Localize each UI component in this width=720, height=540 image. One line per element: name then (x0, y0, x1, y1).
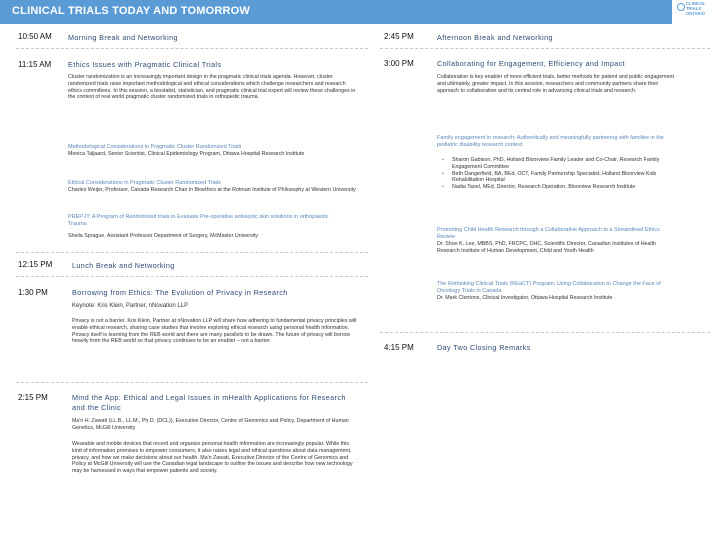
talk-speaker: Monica Taljaard, Senior Scientist, Clinical Epidemiology Program, Ottawa Hospital Research Institute (68, 151, 305, 157)
session-title: Morning Break and Networking (68, 33, 178, 42)
speaker-list (437, 157, 686, 191)
list-item: • Beth Dangerfield, BA, BEd, OCT, Family Partnership Specialist, Holland Bloorview Kids Rehabilitation Hospital (446, 171, 686, 185)
keynote: Keynote: Kris Klein, Partner, nNovation LLP (72, 303, 189, 309)
divider (16, 382, 368, 383)
talk-title: Methodological Considerations in Pragmatic Cluster Randomized Trials (68, 144, 242, 150)
talk-speaker: Sheila Sprague, Assistant Professor Department of Surgery, McMaster University (68, 233, 259, 239)
session-description: Wearable and mobile devices that record and organize personal health information are increasingly popular. While this kind of information promises to empower consumers, it also raises legal and ethical questions about data management, privacy, and how we make decisions about our health. Ma'n Zawati, Executive Director of the Centre of Genomics and Policy at McGill University will use the Canadian legal landscape to outline the issues and describe how new technology may be harnessed in ways that empower patients and society. (72, 441, 353, 475)
session-description: Cluster randomization is an increasingly important design in the pragmatic clinical trials agenda. However, cluster randomized trials raise important methodological and ethical considerations which challenge researchers and research ethics committees. In this session, a biostatist, statistician, and pragmatic clinical trial expert will review these challenges in the context of real world pragmatic cluster randomized trials in orthopedic trauma. (68, 74, 356, 101)
session-time: 11:15 AM (18, 60, 52, 69)
divider (16, 252, 368, 253)
session-time: 3:00 PM (384, 59, 414, 68)
page-title: CLINICAL TRIALS TODAY AND TOMORROW (12, 5, 251, 17)
talk-speaker: Dr. Mark Clemons, Clinical Investigator, Ottawa Hospital Research Institute (437, 295, 613, 301)
speaker: Ma'n H. Zawati (LL.B., LL.M., Ph.D. (DCL)), Executive Director, Centre of Genomics and Policy, Department of Human Genetics, McGill University (72, 418, 349, 431)
divider (16, 48, 368, 49)
talk-speaker: Charles Weijer, Professor, Canada Research Chair in Bioethics at the Rotman Institute of Philosophy at Western University (68, 187, 356, 193)
session-time: 2:45 PM (384, 32, 414, 41)
list-item: • Sharon Gabison, PhD, Holland Bloorview Family Leader and Co-Chair, Research Family Engagement Committee (446, 157, 686, 171)
list-item: • Nadia Tanel, MEd, Director, Research Operation, Bloorview Research Institute (446, 184, 686, 191)
session-description: Privacy is not a barrier. Kris Klein, Partner at nNovation LLP will share how adhering to fundamental privacy principles will enable ethical research, sharing case studies that involve exploring ethical research using personal health information. Privacy itself is learning from the REB world and there are many parallels to be drawn. The future of privacy will borrow heavily from the REB world so that privacy continues to be an enabler – not a barrier. (72, 318, 357, 345)
divider (16, 276, 368, 277)
session-description: Collaboration is key enabler of more efficient trials, better methods for patient and public engagement and ultimately, greater impact. In this session, researchers and community partners share their approach to collaboration and its central role in advancing clinical trials and research. (437, 74, 674, 94)
session-title: Day Two Closing Remarks (437, 343, 531, 352)
session-title: Borrowing from Ethics: The Evolution of Privacy in Research (72, 288, 288, 297)
session-time: 12:15 PM (18, 260, 53, 269)
divider (380, 332, 710, 333)
session-title: Mind the App: Ethical and Legal Issues in mHealth Applications for Research and the Clinic (72, 393, 346, 412)
session-time: 10:50 AM (18, 32, 52, 41)
session-title: Collaborating for Engagement, Efficiency and Impact (437, 59, 626, 68)
talk-title: Ethical Considerations in Pragmatic Cluster Randomized Trials (68, 180, 221, 186)
talk-title: PREP-IT: A Program of Randomized trials to Evaluate Pre-operative antiseptic skin solutions in orthopaedic Trauma (68, 214, 329, 227)
talk-title: Family engagement in research: Authentically and meaningfully partnering with families in the pediatric disability research context (437, 135, 664, 148)
talk-title: The Rethinking Clinical Trials (REaCT) Program: Using Collaboration to Change the Face of Oncology Trials in Canada (437, 281, 661, 294)
logo-text: CLINICAL TRIALS ONTARIO (686, 1, 706, 16)
session-time: 1:30 PM (18, 288, 48, 297)
talk-title: Promoting Child Health Research through a Collaborative Approach to a Streamlined Ethics Review (437, 227, 660, 240)
talk-speaker: Dr. Shoo K. Lee, MBBS, PhD, FRCPC, DHC, Scientific Director, Canadian Institutes of Health Research Institute of Human Development, Child and Youth Health (437, 241, 657, 254)
logo-icon (677, 3, 685, 11)
session-title: Afternoon Break and Networking (437, 33, 553, 42)
session-title: Ethics Issues with Pragmatic Clinical Trials (68, 60, 222, 69)
session-time: 4:15 PM (384, 343, 414, 352)
divider (380, 48, 710, 49)
session-title: Lunch Break and Networking (72, 261, 175, 270)
session-time: 2:15 PM (18, 393, 48, 402)
